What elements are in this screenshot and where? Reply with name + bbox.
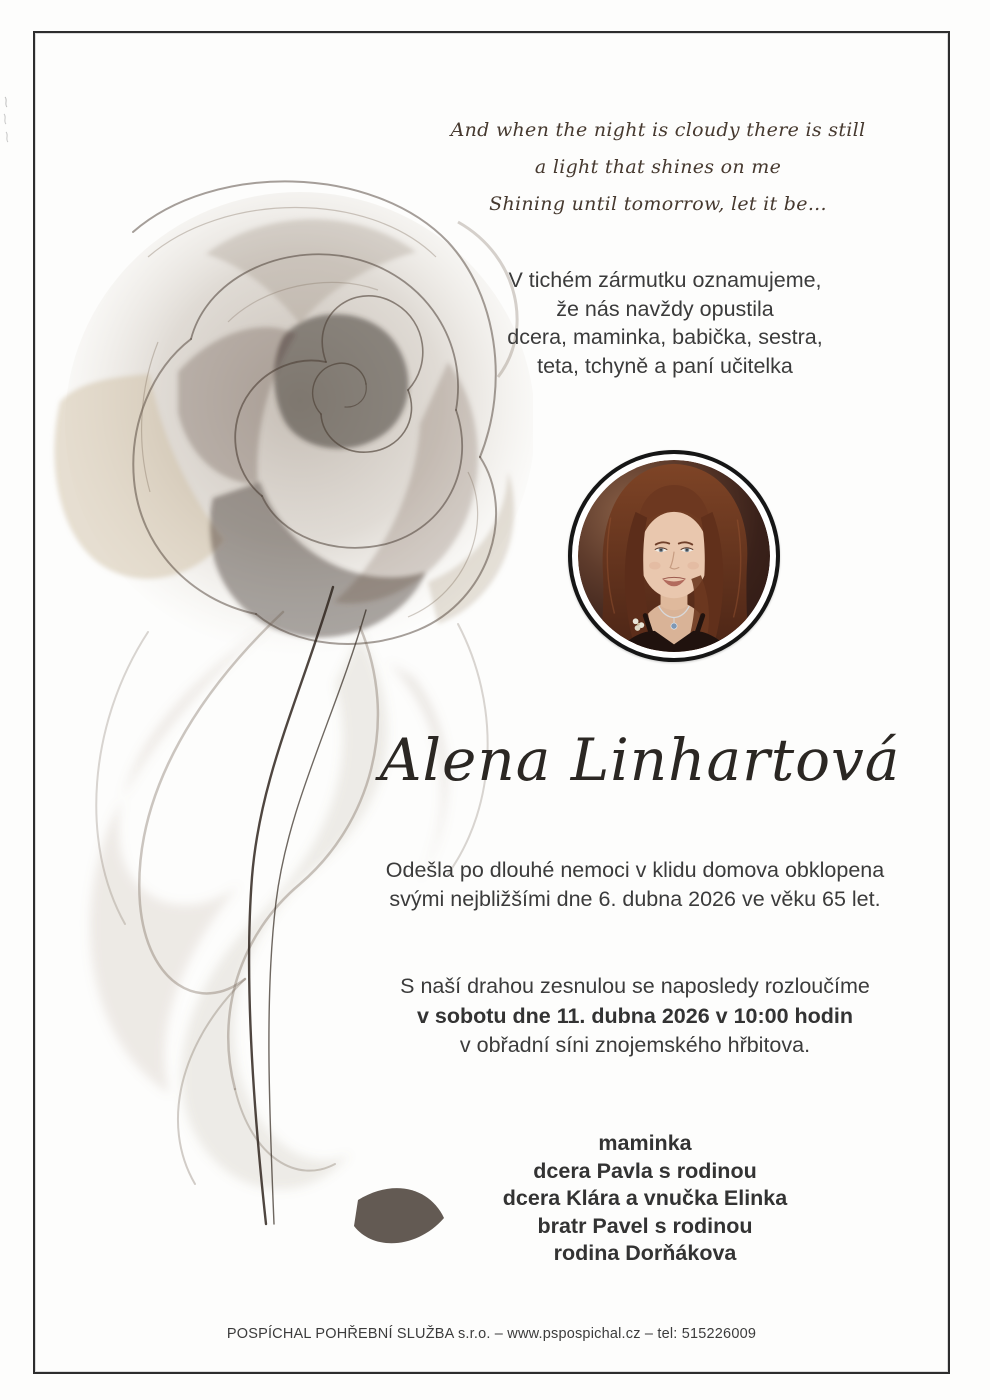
announcement-line-4: teta, tchyně a paní učitelka bbox=[537, 353, 793, 378]
mourner-line-3: dcera Klára a vnučka Elinka bbox=[502, 1186, 788, 1210]
quote-line-2: a light that shines on me bbox=[534, 156, 782, 178]
ceremony-intro: S naší drahou zesnulou se naposledy rozloučíme bbox=[400, 974, 870, 998]
quote-line-3: Shining until tomorrow, let it be... bbox=[489, 193, 827, 215]
quote-line-1: And when the night is cloudy there is still bbox=[450, 119, 866, 141]
funeral-service-footer: POSPÍCHAL POHŘEBNÍ SLUŽBA s.r.o. – www.pspospichal.cz – tel: 515226009 bbox=[226, 1326, 757, 1342]
mourner-line-5: rodina Dorňákova bbox=[553, 1241, 737, 1265]
mourners-list bbox=[345, 1130, 945, 1268]
ceremony-place: v obřadní síni znojemského hřbitova. bbox=[459, 1033, 811, 1057]
memorial-quote bbox=[408, 112, 908, 223]
announcement-line-2: že nás navždy opustila bbox=[556, 296, 774, 321]
portrait-photo bbox=[568, 450, 780, 662]
mourner-line-4: bratr Pavel s rodinou bbox=[537, 1213, 753, 1238]
ceremony-details bbox=[335, 972, 935, 1061]
announcement-line-3: dcera, maminka, babička, sestra, bbox=[507, 325, 823, 349]
obituary-text bbox=[335, 856, 935, 914]
deceased-name: Alena Linhartová bbox=[379, 726, 901, 794]
portrait-image bbox=[578, 460, 770, 652]
mourner-line-2: dcera Pavla s rodinou bbox=[533, 1158, 757, 1183]
obituary-line-1: Odešla po dlouhé nemoci v klidu domova obklopena bbox=[385, 858, 885, 882]
ceremony-datetime: v sobotu dne 11. dubna 2026 v 10:00 hodin bbox=[416, 1003, 854, 1028]
announcement-text bbox=[415, 266, 915, 380]
announcement-line-1: V tichém zármutku oznamujeme, bbox=[508, 268, 822, 292]
obituary-line-2: svými nejbližšími dne 6. dubna 2026 ve věku 65 let. bbox=[389, 887, 881, 911]
scan-artifact bbox=[1, 94, 15, 146]
mourner-line-1: maminka bbox=[598, 1131, 692, 1155]
